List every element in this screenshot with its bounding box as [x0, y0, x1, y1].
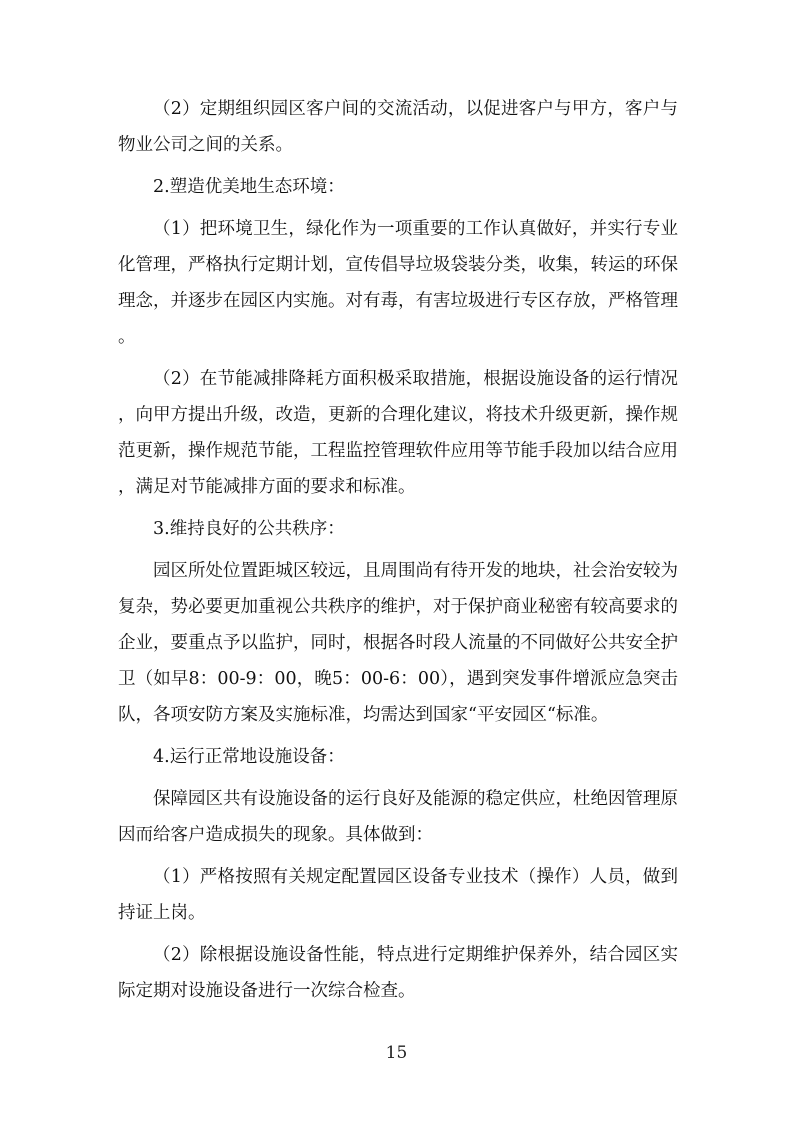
paragraph-facility-guarantee: 保障园区共有设施设备的运行良好及能源的稳定供应，杜绝因管理原因而给客户造成损失的现象。具体做到：: [118, 789, 678, 845]
page-number: 15: [385, 1043, 408, 1063]
heading-facility-operation: 4.运行正常地设施设备：: [153, 747, 345, 767]
paragraph-environmental-sanitation: （1）把环境卫生，绿化作为一项重要的工作认真做好，并实行专业化管理，严格执行定期计划，宣传倡导垃圾袋装分类，收集，转运的环保理念，并逐步在园区内实施。对有毒，有害垃圾进行专区存放，严格管理。: [118, 219, 678, 347]
paragraph-client-exchange: （2）定期组织园区客户间的交流活动，以促进客户与甲方，客户与物业公司之间的关系。: [118, 99, 678, 155]
heading-public-order: 3.维持良好的公共秩序：: [153, 519, 345, 539]
paragraph-public-security: 园区所处位置距城区较远，且周围尚有待开发的地块，社会治安较为复杂，势必要更加重视公共秩序的维护，对于保护商业秘密有较高要求的企业，要重点予以监护，同时，根据各时段人流量的不同做好公共安全护卫（如早8：00-9：00，晚5：00-6：00），遇到突发事件增派应急突击队，各项安防方案及实施标准，均需达到国家“平安园区“标准。: [118, 561, 678, 725]
heading-ecological-environment: 2.塑造优美地生态环境：: [153, 177, 345, 197]
document-body: [118, 91, 678, 1015]
paragraph-certified-staff: （1）严格按照有关规定配置园区设备专业技术（操作）人员，做到持证上岗。: [118, 867, 678, 923]
paragraph-energy-saving: （2）在节能减排降耗方面积极采取措施，根据设施设备的运行情况，向甲方提出升级，改造，更新的合理化建议，将技术升级更新，操作规范更新，操作规范节能，工程监控管理软件应用等节能手段加以结合应用，满足对节能减排方面的要求和标准。: [118, 369, 678, 497]
paragraph-maintenance-inspection: （2）除根据设施设备性能，特点进行定期维护保养外，结合园区实际定期对设施设备进行一次综合检查。: [118, 945, 678, 1001]
